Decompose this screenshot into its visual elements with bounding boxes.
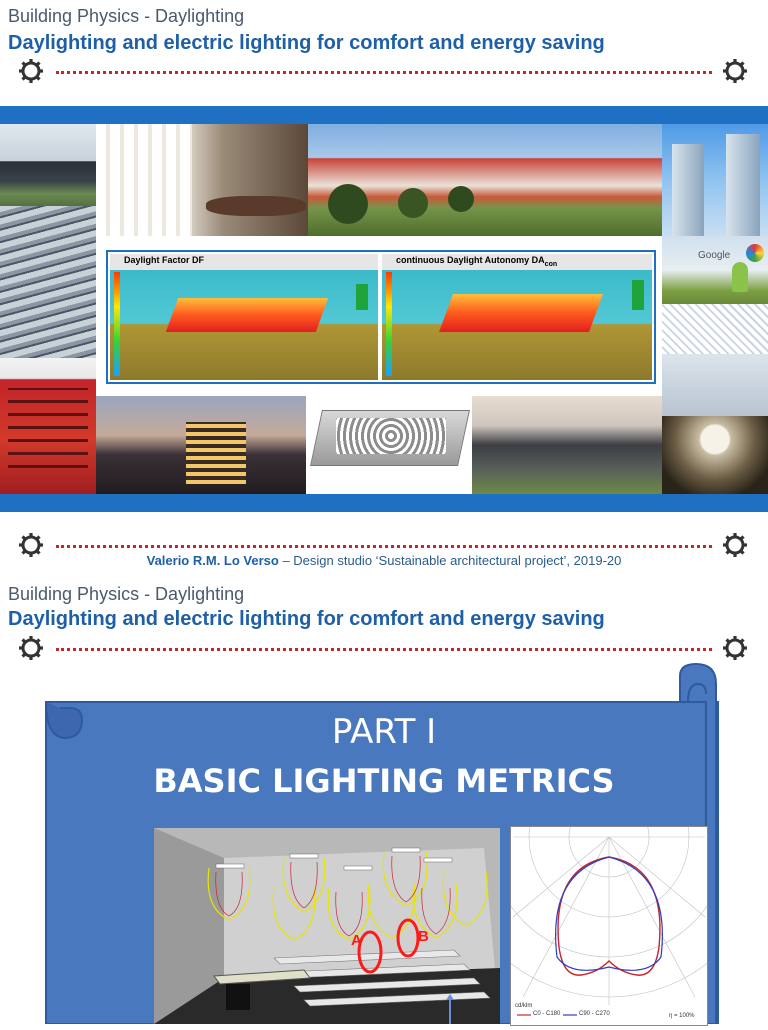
part-label: PART I (331, 712, 437, 752)
marker-b: B (418, 928, 429, 945)
photo-dome (662, 416, 768, 494)
photo-facade-louvres (0, 206, 96, 358)
slide1-subtitle: Building Physics - Daylighting (8, 6, 245, 26)
gear-icon (722, 635, 748, 661)
photo-glass-atrium (662, 304, 768, 416)
polar-legend-c0: C0 - C180 (533, 1011, 561, 1017)
divider-dotted (56, 648, 712, 651)
photo-blue-towers (662, 124, 768, 236)
polar-legend-unit: cd/klm (515, 1003, 533, 1009)
simulation-panels (106, 250, 656, 384)
daylight-autonomy-panel (382, 254, 652, 380)
gear-icon (18, 58, 44, 84)
divider-dotted (56, 71, 712, 74)
slide1-title: Daylighting and electric lighting for comfort and energy saving (8, 32, 605, 54)
daylight-factor-panel (110, 254, 378, 380)
slide1-footer: Valerio R.M. Lo Verso – Design studio ‘Sustainable architectural project’, 2019-20 (146, 553, 622, 568)
marker-a: A (351, 932, 362, 949)
divider-dotted (56, 545, 712, 548)
polar-intensity-diagram (510, 826, 708, 1026)
photo-meeting-room (96, 124, 308, 236)
photo-dusk-building (96, 396, 306, 494)
section-heading: BASIC LIGHTING METRICS (153, 762, 615, 800)
polar-efficiency: η = 100% (669, 1013, 695, 1019)
blue-band-bottom (0, 494, 768, 512)
photo-luminaire (306, 396, 472, 494)
photo-campus-buildings (308, 124, 662, 236)
slide2-subtitle: Building Physics - Daylighting (8, 584, 245, 604)
photo-glass-building (0, 124, 96, 206)
gear-icon (722, 58, 748, 84)
photo-google-sign: Google (698, 250, 731, 261)
photo-google-campus (662, 236, 768, 304)
photo-red-building (0, 358, 96, 494)
polar-legend-c90: C90 - C270 (579, 1011, 610, 1017)
daylight-factor-label: Daylight Factor DF (124, 255, 205, 265)
slide2-title: Daylighting and electric lighting for comfort and energy saving (8, 608, 605, 630)
gear-icon (18, 635, 44, 661)
room-rendering (154, 828, 500, 1024)
daylight-autonomy-label: continuous Daylight Autonomy $DA_{con}$ (396, 255, 558, 268)
blue-band-top (0, 106, 768, 124)
photo-cube-building (472, 396, 662, 494)
